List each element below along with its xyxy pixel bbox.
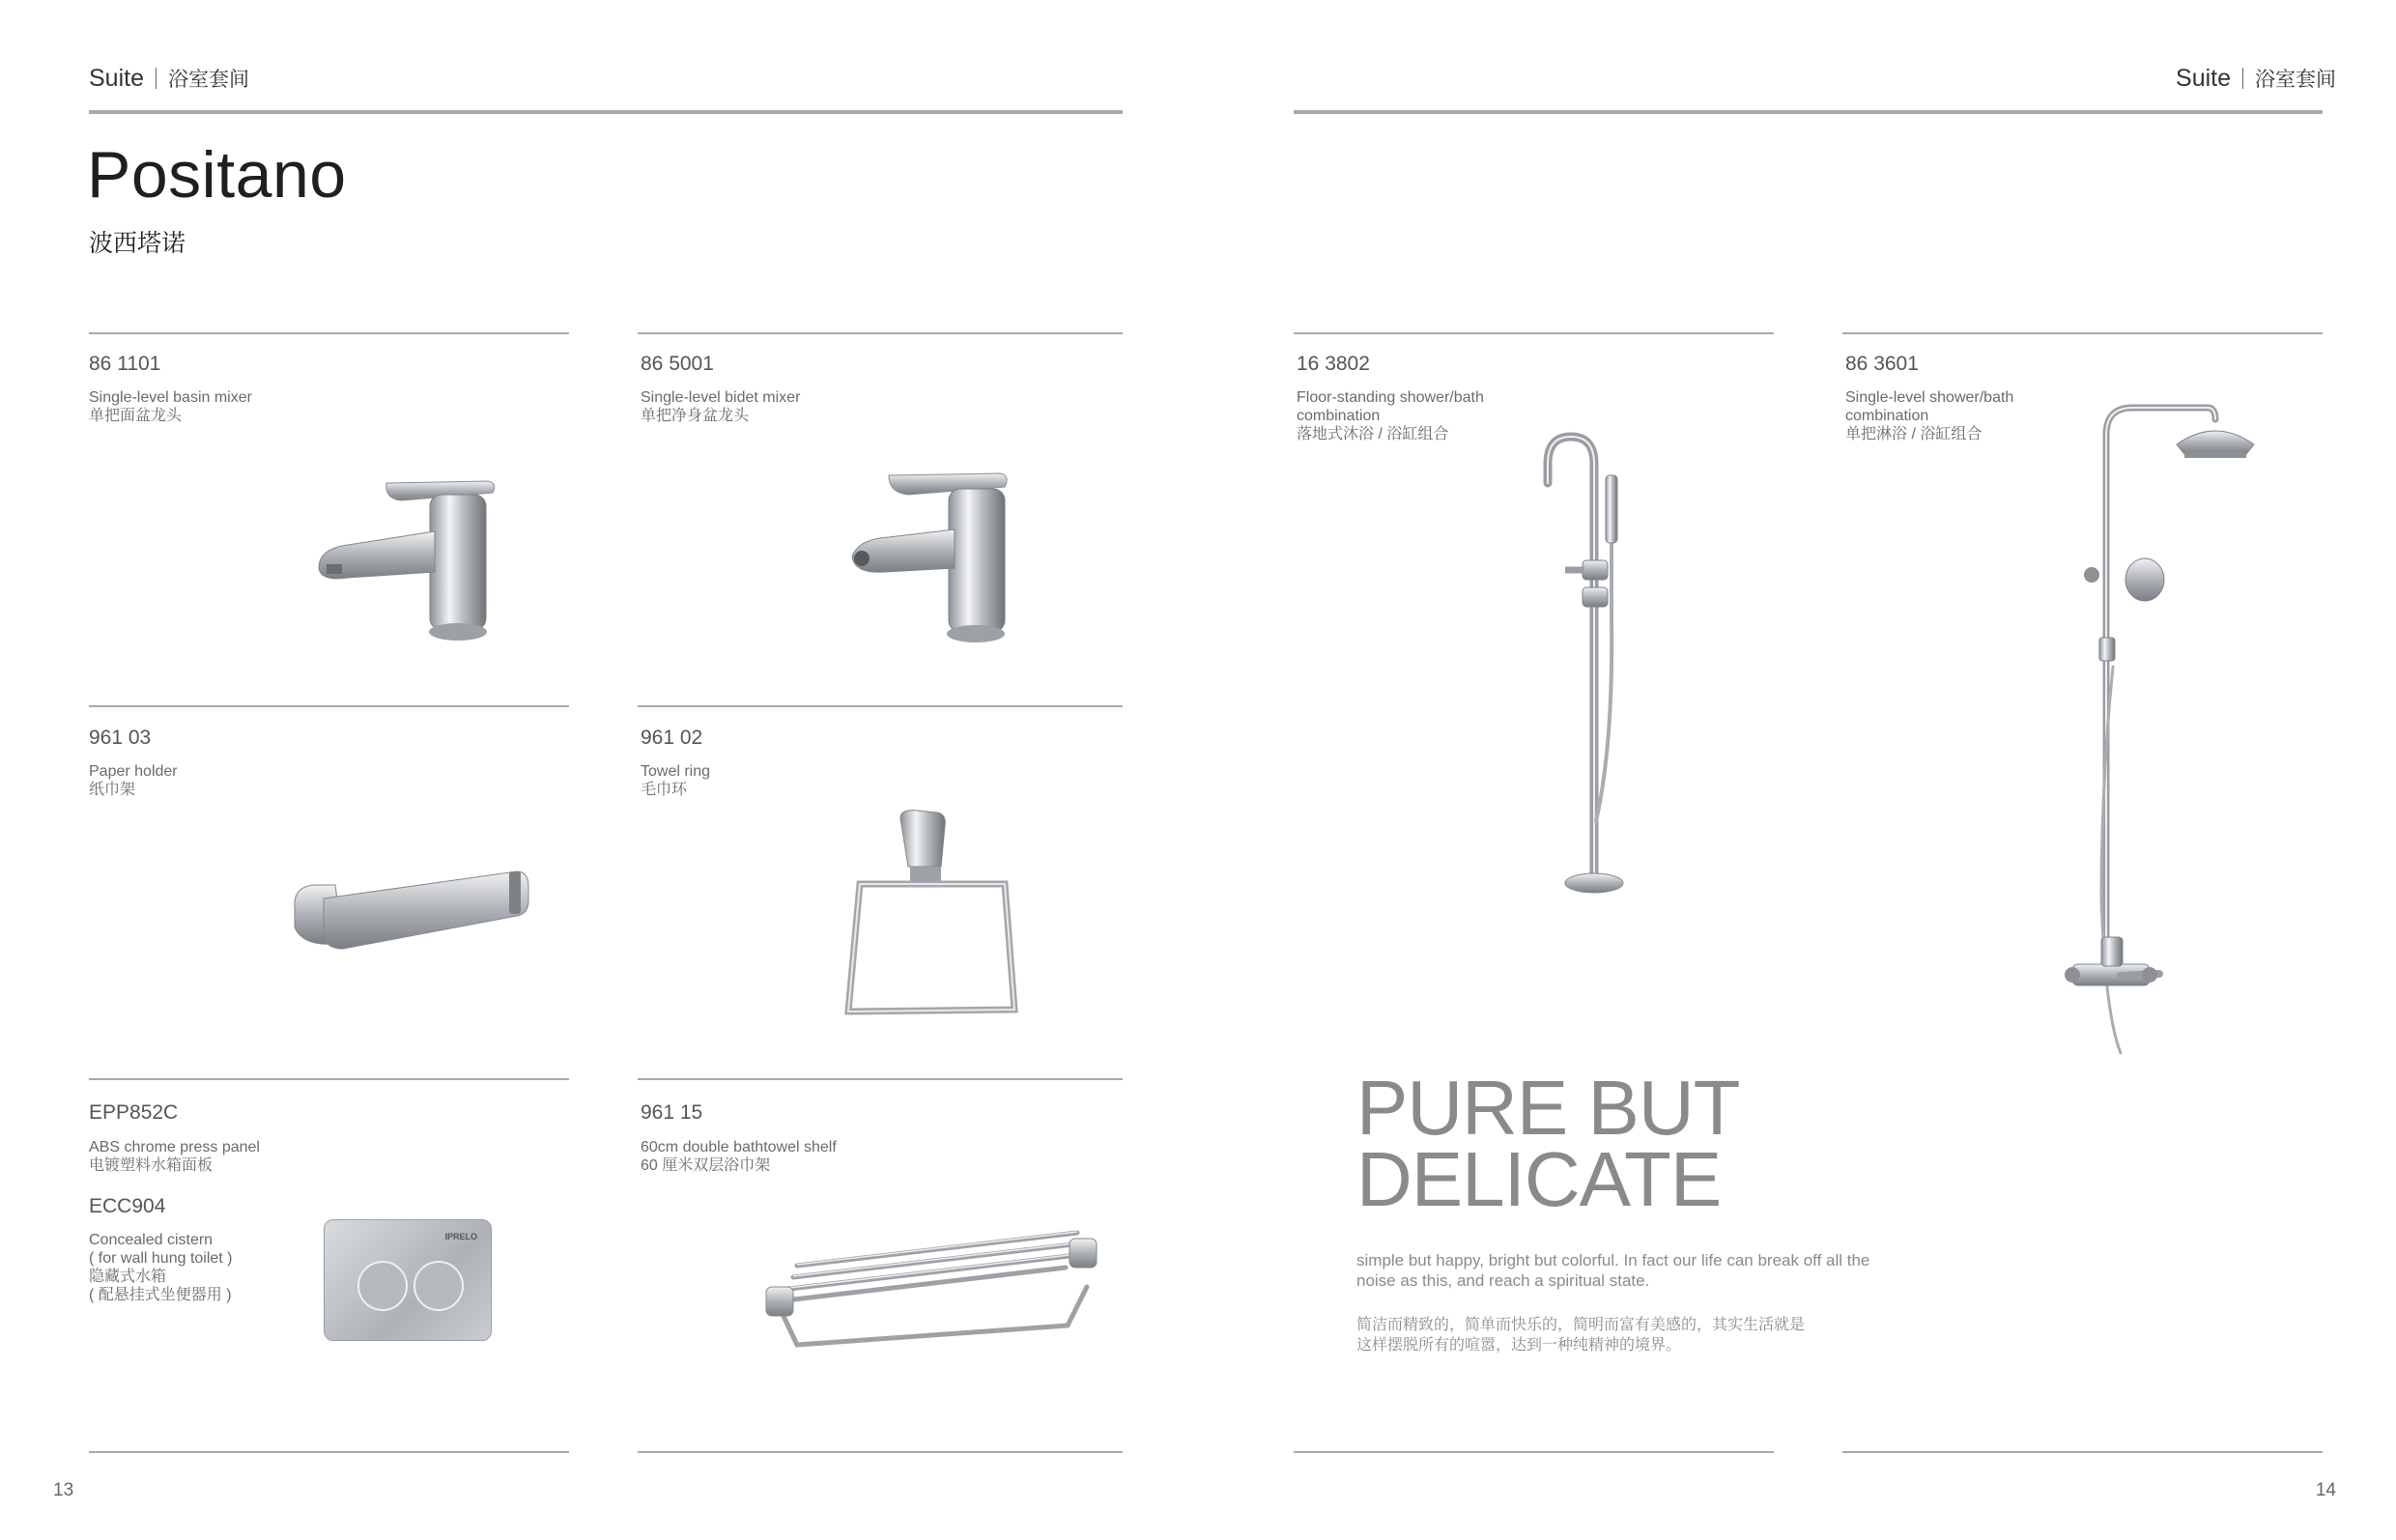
product-description [89,1231,340,1304]
paragraph-cn-line: 简洁而精致的，简单而快乐的，简明而富有美感的，其实生活就是 [1356,1315,1806,1333]
divider [1842,1451,2323,1453]
paragraph-en-line: noise as this, and reach a spiritual state. [1356,1271,1650,1290]
product-description [1297,388,1548,443]
desc-line: 单把淋浴 / 浴缸组合 [1845,426,1982,442]
flush-button-right [414,1261,464,1311]
product-code: 961 15 [641,1101,703,1124]
header-separator [2242,68,2243,89]
header-rule-left [89,110,1123,114]
desc-line: 落地式沐浴 / 浴缸组合 [1297,426,1449,442]
desc-line: 60 厘米双层浴巾架 [641,1157,771,1174]
header-left-en: Suite [89,65,144,92]
product-description [641,1138,930,1175]
desc-line: ( 配悬挂式坐便器用 ) [89,1287,232,1303]
header-right-en: Suite [2176,65,2231,92]
product-code: 16 3802 [1297,353,1370,375]
towel-ring-image [841,807,1024,1019]
desc-line: 隐藏式水箱 [89,1269,167,1285]
desc-line: ( for wall hung toilet ) [89,1250,233,1267]
desc-line: 60cm double bathtowel shelf [641,1139,837,1155]
basin-mixer-image [309,464,522,657]
header-left [89,64,249,93]
shower-column-image [2063,396,2256,1072]
desc-line: Single-level bidet mixer [641,389,801,406]
floor-standing-shower-image [1526,425,1671,898]
towel-shelf-image [758,1219,1106,1364]
flush-button-left [357,1261,408,1311]
paragraph-en [1356,1250,1897,1291]
divider [89,332,569,334]
header-left-cn: 浴室套间 [167,68,249,91]
header-separator [156,68,157,89]
paragraph-cn-line: 这样摆脱所有的喧嚣，达到一种纯精神的境界。 [1356,1335,1682,1354]
bidet-mixer-image [841,464,1034,657]
desc-line: Single-level basin mixer [89,389,252,406]
desc-line: 纸巾架 [89,782,136,798]
desc-line: 单把面盆龙头 [89,408,183,424]
divider [638,705,1123,707]
desc-line: combination [1845,408,1929,424]
headline [1356,1065,1740,1222]
press-panel-image [324,1219,492,1341]
divider [1294,1451,1774,1453]
desc-line: 单把净身盆龙头 [641,408,750,424]
divider [638,1078,1123,1080]
divider [89,705,569,707]
divider [1842,332,2323,334]
series-subtitle: 波西塔诺 [89,229,186,257]
headline-line-2: DELICATE [1356,1136,1722,1222]
desc-line: 毛巾环 [641,782,688,798]
page-number-left: 13 [53,1480,74,1500]
desc-line: combination [1297,408,1381,424]
headline-line-1: PURE BUT [1356,1065,1740,1151]
divider [638,1451,1123,1453]
panel-brand-logo: IPRELO [444,1232,477,1241]
header-right [2176,64,2336,93]
product-description [89,762,340,799]
desc-line: Towel ring [641,763,711,780]
product-description [641,762,892,799]
product-code: 86 5001 [641,353,714,375]
desc-line: Single-level shower/bath [1845,389,2014,406]
product-code: ECC904 [89,1195,166,1217]
desc-line: Concealed cistern [89,1232,214,1248]
product-code: 86 1101 [89,353,161,375]
product-description [89,388,340,425]
product-description [641,388,892,425]
product-code: 86 3601 [1845,353,1919,375]
desc-line: 电镀塑料水箱面板 [89,1157,214,1174]
desc-line: Paper holder [89,763,178,780]
paper-holder-image [285,860,536,966]
desc-line: ABS chrome press panel [89,1139,260,1155]
divider [89,1078,569,1080]
page-number-right: 14 [2315,1480,2336,1500]
product-code: 961 02 [641,727,703,749]
product-description [1845,388,2096,443]
paragraph-cn [1356,1314,1897,1355]
desc-line: Floor-standing shower/bath [1297,389,1484,406]
divider [1294,332,1774,334]
product-description [89,1138,340,1175]
product-code: 961 03 [89,727,152,749]
series-title: Positano [87,138,347,212]
header-right-cn: 浴室套间 [2255,68,2336,91]
product-code: EPP852C [89,1101,179,1124]
divider [89,1451,569,1453]
divider [638,332,1123,334]
header-rule-right [1294,110,2323,114]
paragraph-en-line: simple but happy, bright but colorful. In fact our life can break off all the [1356,1251,1870,1269]
